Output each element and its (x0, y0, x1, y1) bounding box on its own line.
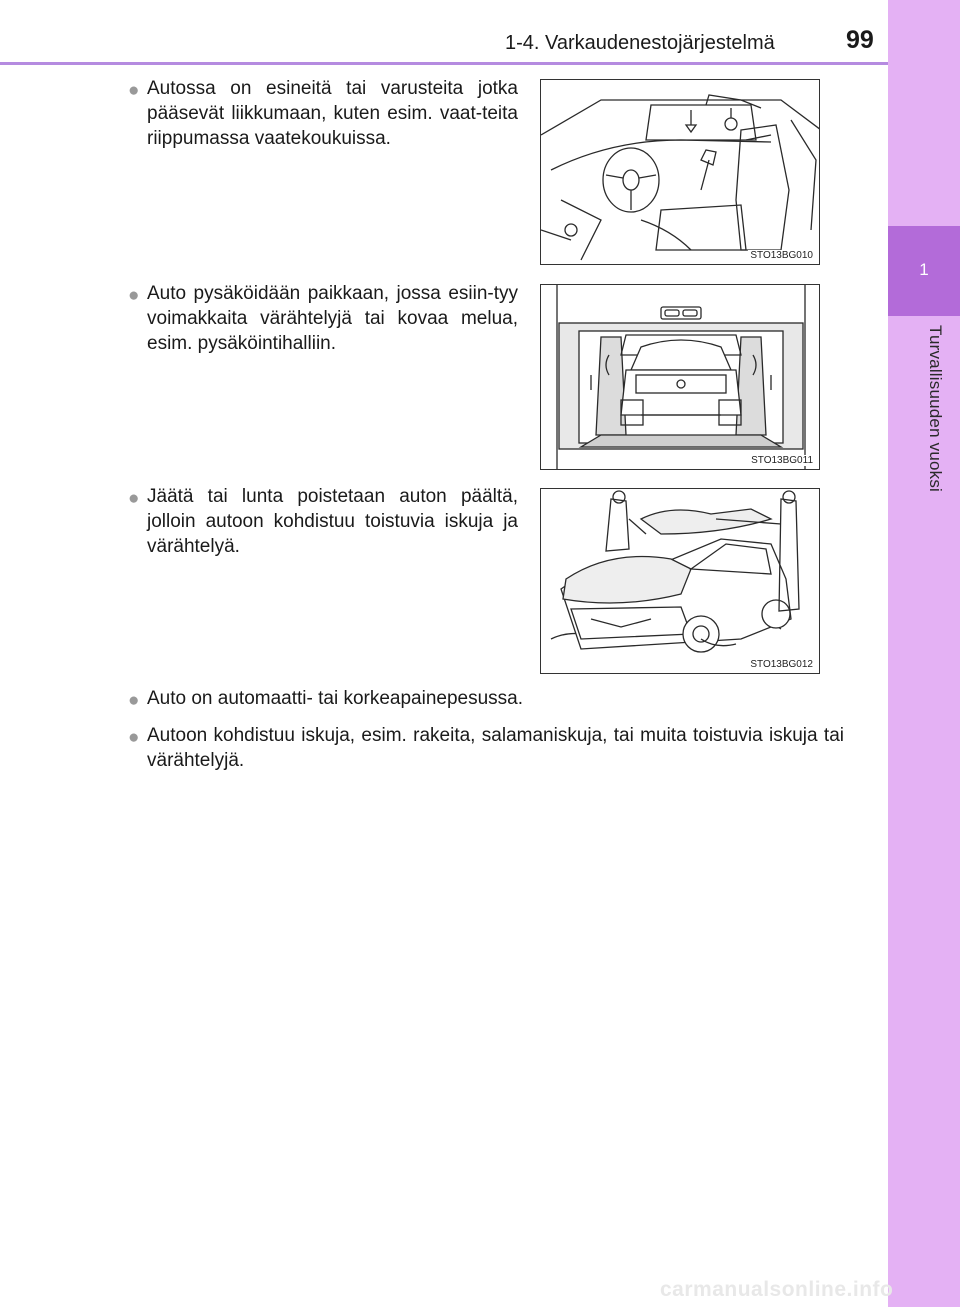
car-interior-illustration-icon (541, 80, 820, 265)
list-item (128, 723, 844, 773)
list-item (128, 484, 518, 559)
chapter-label: Turvallisuuden vuoksi (926, 325, 945, 493)
list-item (128, 686, 844, 711)
watermark: carmanualsonline.info (660, 1278, 894, 1301)
page-number: 99 (846, 26, 874, 54)
car-wash-tunnel-illustration-icon (541, 285, 820, 470)
list-item-text: Autossa on esineitä tai varusteita jotka pääsevät liikkumaan, kuten esim. vaat-teita riippumassa vaatekoukuissa. (147, 78, 518, 149)
header-divider (0, 62, 888, 65)
bullet-icon: ● (128, 488, 140, 509)
list-item-text: Auto on automaatti- tai korkeapainepesussa. (147, 688, 524, 709)
bullet-icon: ● (128, 690, 140, 711)
figure-code: STO13BG012 (750, 659, 813, 670)
bullet-icon: ● (128, 285, 140, 306)
figure-car-interior (540, 79, 820, 265)
list-item (128, 281, 518, 356)
list-item-text: Jäätä tai lunta poistetaan auton päältä, jolloin autoon kohdistuu toistuvia iskuja ja värähtelyä. (147, 486, 518, 557)
snow-removal-illustration-icon (541, 489, 820, 674)
figure-code: STO13BG011 (751, 455, 813, 466)
bullet-icon: ● (128, 80, 140, 101)
bullet-icon: ● (128, 727, 140, 748)
section-title: 1-4. Varkaudenestojärjestelmä (505, 32, 775, 54)
list-item (128, 76, 518, 151)
figure-snow-removal (540, 488, 820, 674)
list-item-text: Auto pysäköidään paikkaan, jossa esiin-tyy voimakkaita värähtelyjä tai kovaa melua, esim. pysäköintihalliin. (147, 283, 518, 354)
figure-code: STO13BG010 (750, 250, 813, 261)
side-chapter-tab (888, 0, 960, 1307)
figure-car-wash (540, 284, 820, 470)
list-item-text: Autoon kohdistuu iskuja, esim. rakeita, salamaniskuja, tai muita toistuvia iskuja tai värähtelyjä. (147, 725, 844, 771)
chapter-number: 1 (919, 260, 929, 279)
